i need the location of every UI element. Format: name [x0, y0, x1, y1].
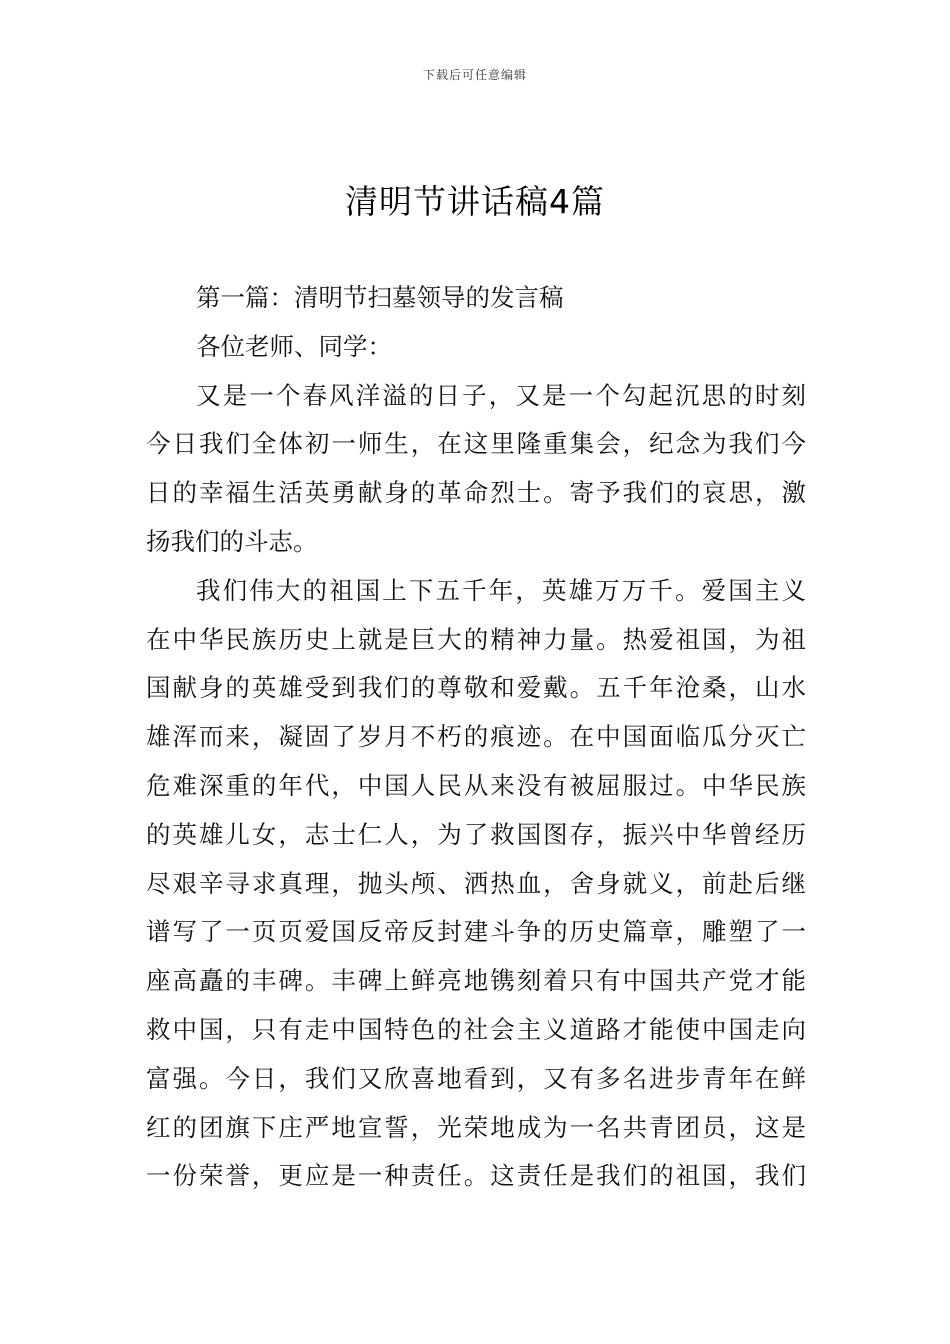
paragraph-line: 扬我们的斗志。 — [146, 526, 318, 556]
paragraph-line: 我们伟大的祖国上下五千年，英雄万万千。爱国主义 — [196, 575, 806, 605]
document-title: 清明节讲话稿4篇 — [345, 182, 605, 221]
section-heading: 第一篇：清明节扫墓领导的发言稿 — [196, 283, 564, 312]
header-note: 下载后可任意编辑 — [422, 68, 527, 82]
paragraph-line: 救中国，只有走中国特色的社会主义道路才能使中国走向 — [146, 1014, 806, 1044]
paragraph-line: 的英雄儿女，志士仁人，为了救国图存，振兴中华曾经历 — [146, 819, 806, 849]
paragraph-line: 谱写了一页页爱国反帝反封建斗争的历史篇章，雕塑了一 — [146, 917, 806, 947]
paragraph-line: 日的幸福生活英勇献身的革命烈士。寄予我们的哀思，激 — [146, 478, 806, 508]
paragraph-line: 富强。今日，我们又欣喜地看到，又有多名进步青年在鲜 — [146, 1063, 806, 1093]
paragraph-line: 一份荣誉，更应是一种责任。这责任是我们的祖国，我们 — [146, 1161, 806, 1191]
body-text — [146, 274, 806, 1201]
paragraph-line: 雄浑而来，凝固了岁月不朽的痕迹。在中国面临瓜分灭亡 — [146, 722, 806, 752]
paragraph-line: 在中华民族历史上就是巨大的精神力量。热爱祖国，为祖 — [146, 624, 806, 654]
paragraph-line: 又是一个春风洋溢的日子，又是一个勾起沉思的时刻 — [196, 380, 806, 410]
paragraph-line: 今日我们全体初一师生，在这里隆重集会，纪念为我们今 — [146, 429, 806, 459]
salutation: 各位老师、同学： — [196, 331, 392, 361]
paragraph-line: 国献身的英雄受到我们的尊敬和爱戴。五千年沧桑，山水 — [146, 673, 806, 703]
paragraph-line: 座高矗的丰碑。丰碑上鲜亮地镌刻着只有中国共产党才能 — [146, 966, 806, 996]
paragraph-line: 尽艰辛寻求真理，抛头颅、洒热血，舍身就义，前赴后继 — [146, 868, 806, 898]
paragraph-line: 红的团旗下庄严地宣誓，光荣地成为一名共青团员，这是 — [146, 1112, 806, 1142]
paragraph-line: 危难深重的年代，中国人民从来没有被屈服过。中华民族 — [146, 770, 806, 800]
